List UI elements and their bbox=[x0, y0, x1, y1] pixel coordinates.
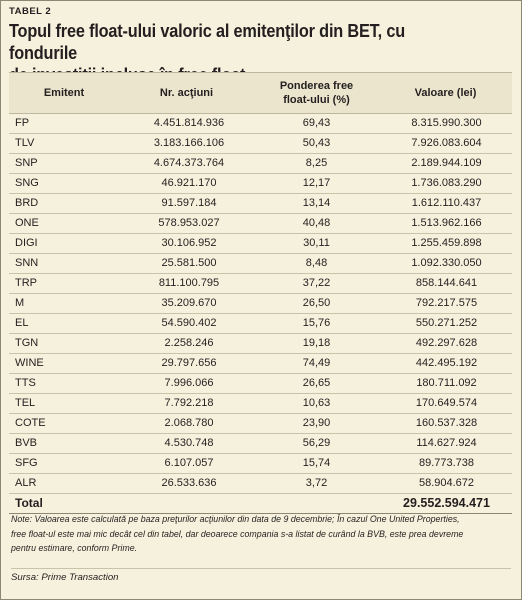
pondere-cell: 8,25 bbox=[305, 157, 328, 169]
pondere-cell: 40,48 bbox=[302, 217, 331, 229]
pondere-cell: 56,29 bbox=[302, 437, 331, 449]
table-row bbox=[9, 154, 512, 174]
nr-actiuni-cell: 30.106.952 bbox=[161, 237, 217, 249]
emitent-cell: FP bbox=[15, 117, 30, 129]
emitent-cell: DIGI bbox=[15, 237, 38, 249]
emitent-cell: SFG bbox=[15, 457, 38, 469]
emitent-cell: SNN bbox=[15, 257, 39, 269]
note-line-1: Note: Valoarea este calculată pe baza preţurilor acţiunilor din data de 9 decembrie; În cazul One United Properties, bbox=[11, 514, 460, 525]
nr-actiuni-cell: 4.451.814.936 bbox=[153, 117, 225, 129]
data-table bbox=[9, 72, 512, 514]
nr-actiuni-cell: 25.581.500 bbox=[161, 257, 217, 269]
nr-actiuni-cell: 54.590.402 bbox=[161, 317, 217, 329]
nr-actiuni-cell: 578.953.027 bbox=[158, 217, 220, 229]
total-value: 29.552.594.471 bbox=[403, 496, 490, 510]
nr-actiuni-cell: 4.674.373.764 bbox=[153, 157, 225, 169]
nr-actiuni-cell: 7.792.218 bbox=[164, 397, 214, 409]
valoare-cell: 2.189.944.109 bbox=[411, 157, 482, 169]
pondere-cell: 23,90 bbox=[302, 417, 331, 429]
emitent-cell: EL bbox=[15, 317, 29, 329]
header-pondere-line-2: float-ului (%) bbox=[283, 94, 350, 106]
nr-actiuni-cell: 29.797.656 bbox=[161, 357, 217, 369]
valoare-cell: 1.736.083.290 bbox=[411, 177, 482, 189]
header-pondere bbox=[254, 73, 379, 113]
table-row bbox=[9, 454, 512, 474]
valoare-cell: 180.711.092 bbox=[416, 377, 477, 389]
emitent-cell: BRD bbox=[15, 197, 39, 209]
table-row bbox=[9, 434, 512, 454]
emitent-cell: WINE bbox=[15, 357, 44, 369]
nr-actiuni-cell: 91.597.184 bbox=[161, 197, 217, 209]
nr-actiuni-cell: 2.068.780 bbox=[164, 417, 214, 429]
emitent-cell: M bbox=[15, 297, 25, 309]
emitent-cell: TRP bbox=[15, 277, 37, 289]
table-row bbox=[9, 374, 512, 394]
pondere-cell: 37,22 bbox=[302, 277, 331, 289]
pondere-cell: 15,76 bbox=[302, 317, 331, 329]
table-note bbox=[11, 513, 508, 557]
table-row bbox=[9, 354, 512, 374]
table-body bbox=[9, 114, 512, 494]
nr-actiuni-cell: 46.921.170 bbox=[161, 177, 217, 189]
table-row bbox=[9, 314, 512, 334]
table-header bbox=[9, 72, 512, 114]
emitent-cell: TGN bbox=[15, 337, 39, 349]
nr-actiuni-cell: 4.530.748 bbox=[164, 437, 214, 449]
nr-actiuni-cell: 2.258.246 bbox=[164, 337, 214, 349]
valoare-cell: 550.271.252 bbox=[415, 317, 478, 329]
table-row bbox=[9, 294, 512, 314]
valoare-cell: 1.612.110.437 bbox=[411, 197, 482, 209]
valoare-cell: 114.627.924 bbox=[416, 437, 477, 449]
valoare-cell: 1.092.330.050 bbox=[411, 257, 482, 269]
valoare-cell: 1.513.962.166 bbox=[411, 217, 482, 229]
table-row bbox=[9, 394, 512, 414]
note-line-2: free float-ul este mai mic decât cel din tabel, dar deoarece compania s-a listat de curând la BVB, este prea devreme bbox=[11, 528, 464, 540]
valoare-cell: 58.904.672 bbox=[418, 477, 475, 489]
nr-actiuni-cell: 3.183.166.106 bbox=[153, 137, 225, 149]
table-row bbox=[9, 414, 512, 434]
header-emitent: Emitent bbox=[43, 87, 85, 99]
table-row bbox=[9, 234, 512, 254]
nr-actiuni-cell: 811.100.795 bbox=[158, 277, 220, 289]
table-row bbox=[9, 254, 512, 274]
total-label: Total bbox=[15, 496, 43, 510]
pondere-cell: 15,74 bbox=[302, 457, 331, 469]
pondere-cell: 8,48 bbox=[305, 257, 328, 269]
pondere-cell: 13,14 bbox=[302, 197, 331, 209]
nr-actiuni-cell: 26.533.636 bbox=[161, 477, 217, 489]
header-nr-actiuni: Nr. acţiuni bbox=[159, 87, 214, 99]
pondere-cell: 50,43 bbox=[302, 137, 331, 149]
header-pondere-line-1: Ponderea free bbox=[279, 80, 354, 92]
emitent-cell: ONE bbox=[15, 217, 39, 229]
table-row bbox=[9, 174, 512, 194]
pondere-cell: 10,63 bbox=[302, 397, 331, 409]
table-row bbox=[9, 134, 512, 154]
nr-actiuni-cell: 7.996.066 bbox=[164, 377, 214, 389]
table-row bbox=[9, 214, 512, 234]
pondere-cell: 3,72 bbox=[305, 477, 328, 489]
valoare-cell: 442.495.192 bbox=[415, 357, 478, 369]
table-row bbox=[9, 334, 512, 354]
table-number-label: TABEL 2 bbox=[9, 6, 52, 17]
pondere-cell: 12,17 bbox=[302, 177, 331, 189]
pondere-cell: 19,18 bbox=[302, 337, 331, 349]
valoare-cell: 792.217.575 bbox=[415, 297, 478, 309]
emitent-cell: SNG bbox=[15, 177, 39, 189]
total-row bbox=[9, 494, 512, 514]
valoare-cell: 89.773.738 bbox=[418, 457, 475, 469]
emitent-cell: TTS bbox=[15, 377, 36, 389]
valoare-cell: 7.926.083.604 bbox=[411, 137, 482, 149]
valoare-cell: 1.255.459.898 bbox=[411, 237, 482, 249]
valoare-cell: 492.297.628 bbox=[415, 337, 478, 349]
emitent-cell: COTE bbox=[15, 417, 46, 429]
table-row bbox=[9, 474, 512, 494]
pondere-cell: 26,50 bbox=[302, 297, 331, 309]
emitent-cell: BVB bbox=[15, 437, 38, 449]
table-row bbox=[9, 194, 512, 214]
pondere-cell: 26,65 bbox=[302, 377, 331, 389]
valoare-cell: 170.649.574 bbox=[415, 397, 478, 409]
title-line-1: Topul free float-ului valoric al emitenţilor din BET, cu fondurile bbox=[9, 20, 405, 63]
nr-actiuni-cell: 35.209.670 bbox=[161, 297, 217, 309]
valoare-cell: 160.537.328 bbox=[415, 417, 478, 429]
emitent-cell: ALR bbox=[15, 477, 37, 489]
table-row bbox=[9, 274, 512, 294]
pondere-cell: 30,11 bbox=[303, 237, 330, 249]
header-valoare: Valoare (lei) bbox=[414, 87, 477, 99]
note-line-3: pentru estimare, conform Prime. bbox=[11, 543, 138, 554]
source-note: Sursa: Prime Transaction bbox=[11, 568, 511, 583]
valoare-cell: 8.315.990.300 bbox=[411, 117, 482, 129]
emitent-cell: SNP bbox=[15, 157, 38, 169]
pondere-cell: 69,43 bbox=[302, 117, 331, 129]
nr-actiuni-cell: 6.107.057 bbox=[164, 457, 214, 469]
valoare-cell: 858.144.641 bbox=[415, 277, 478, 289]
emitent-cell: TEL bbox=[15, 397, 36, 409]
emitent-cell: TLV bbox=[15, 137, 35, 149]
table-row bbox=[9, 114, 512, 134]
pondere-cell: 74,49 bbox=[302, 357, 331, 369]
